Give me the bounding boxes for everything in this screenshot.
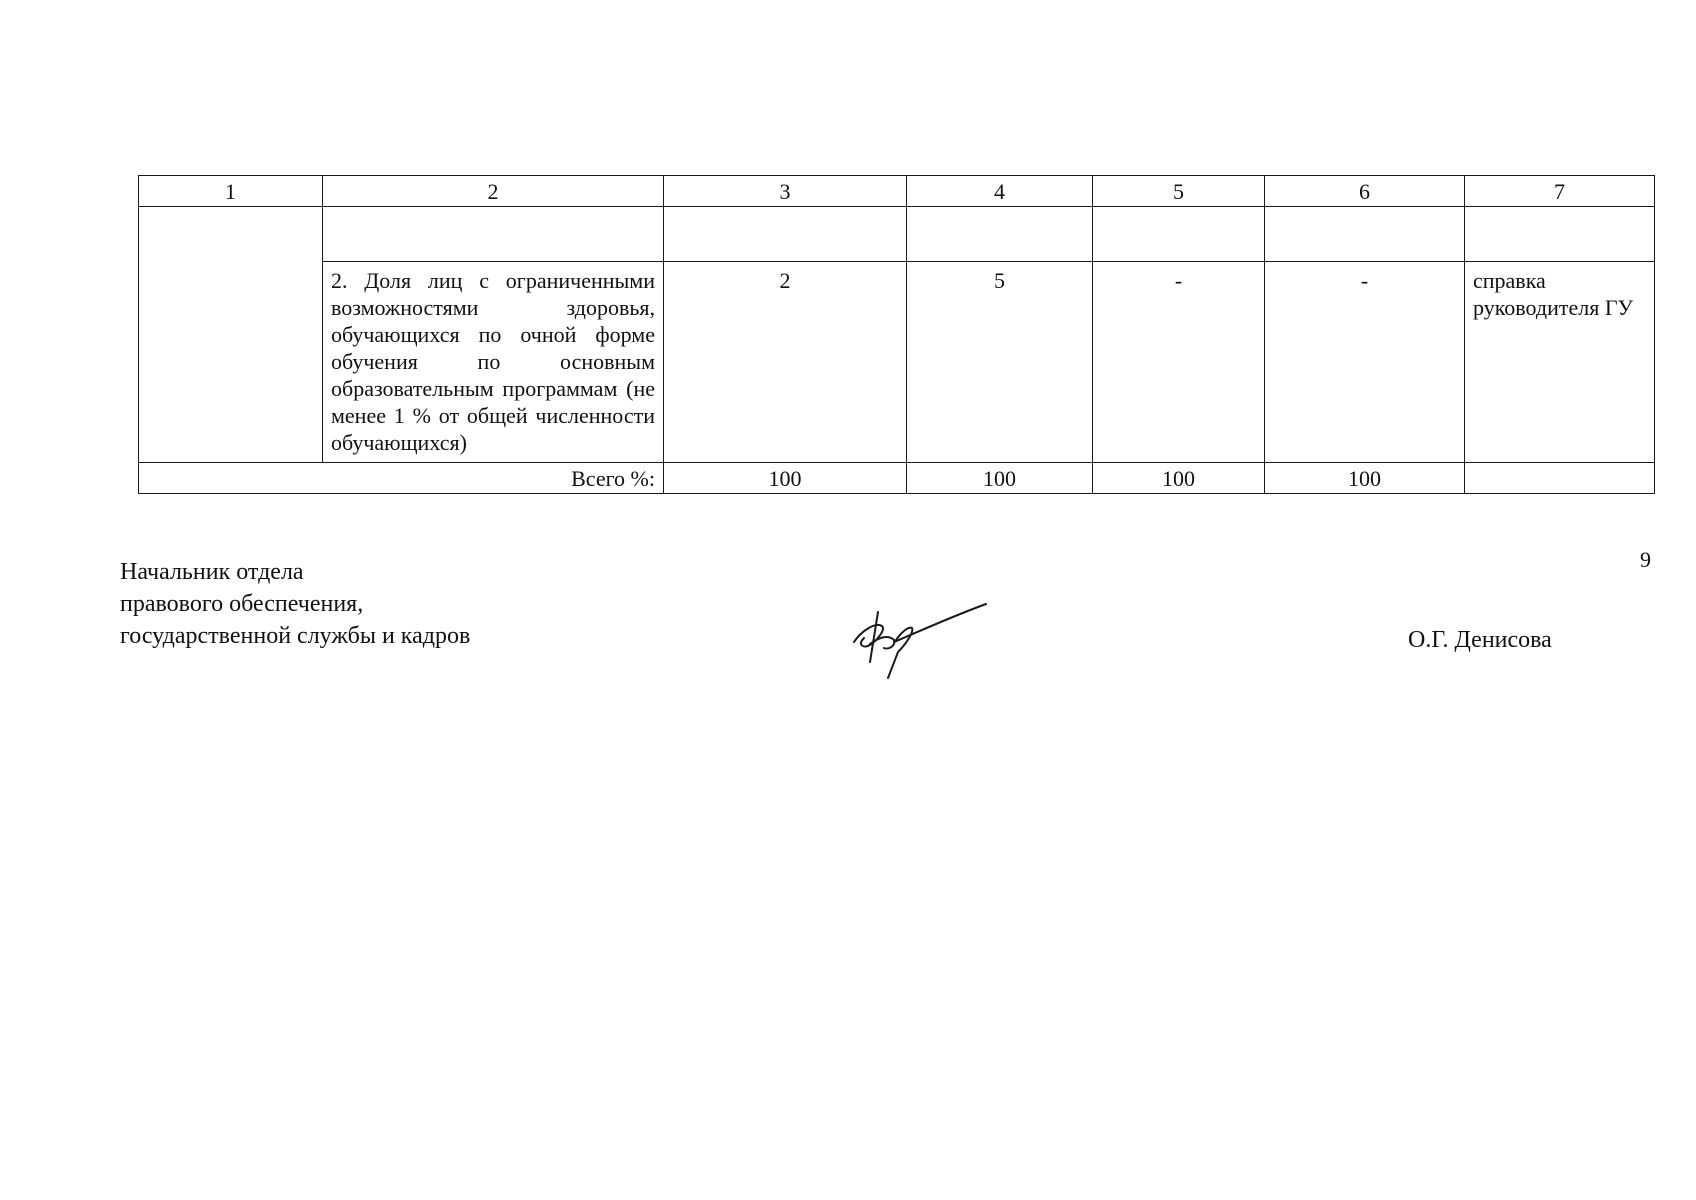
column-number: 7 bbox=[1465, 176, 1655, 207]
total-label: Всего %: bbox=[139, 463, 664, 494]
column-number: 6 bbox=[1265, 176, 1465, 207]
signer-title-line: Начальник отдела bbox=[120, 559, 304, 585]
indicator-description: 2. Доля лиц с ограниченными возможностями здоровья, обучающихся по очной форме обучения по основным образовательным программам (не менее 1 % от общей численности обучающихся) bbox=[323, 262, 664, 463]
column-number: 1 bbox=[139, 176, 323, 207]
total-value: 100 bbox=[664, 463, 907, 494]
page-number: 9 bbox=[1640, 547, 1651, 572]
column-number: 5 bbox=[1093, 176, 1265, 207]
indicator-value-col4: 5 bbox=[907, 262, 1093, 463]
total-value: 100 bbox=[907, 463, 1093, 494]
signer-title-line: государственной службы и кадров bbox=[120, 623, 471, 649]
table-row bbox=[139, 262, 1655, 463]
signer-name: О.Г. Денисова bbox=[1408, 627, 1552, 653]
column-number: 2 bbox=[323, 176, 664, 207]
indicator-source: справка руководителя ГУ bbox=[1465, 262, 1655, 463]
table-row-empty bbox=[139, 207, 1655, 262]
merged-empty-cell bbox=[139, 207, 323, 463]
empty-cell bbox=[1465, 463, 1655, 494]
empty-cell bbox=[907, 207, 1093, 262]
empty-cell bbox=[1465, 207, 1655, 262]
signer-title-line: правового обеспечения, bbox=[120, 591, 364, 617]
indicator-value-col6: - bbox=[1265, 262, 1465, 463]
indicators-table bbox=[138, 175, 1655, 494]
total-value: 100 bbox=[1265, 463, 1465, 494]
column-number: 4 bbox=[907, 176, 1093, 207]
total-row bbox=[139, 463, 1655, 494]
handwritten-signature bbox=[848, 600, 988, 680]
empty-cell bbox=[1265, 207, 1465, 262]
empty-cell bbox=[323, 207, 664, 262]
column-number: 3 bbox=[664, 176, 907, 207]
empty-cell bbox=[1093, 207, 1265, 262]
column-number-row bbox=[139, 176, 1655, 207]
indicator-value-col5: - bbox=[1093, 262, 1265, 463]
empty-cell bbox=[664, 207, 907, 262]
signer-title bbox=[120, 556, 470, 652]
indicator-value-col3: 2 bbox=[664, 262, 907, 463]
total-value: 100 bbox=[1093, 463, 1265, 494]
